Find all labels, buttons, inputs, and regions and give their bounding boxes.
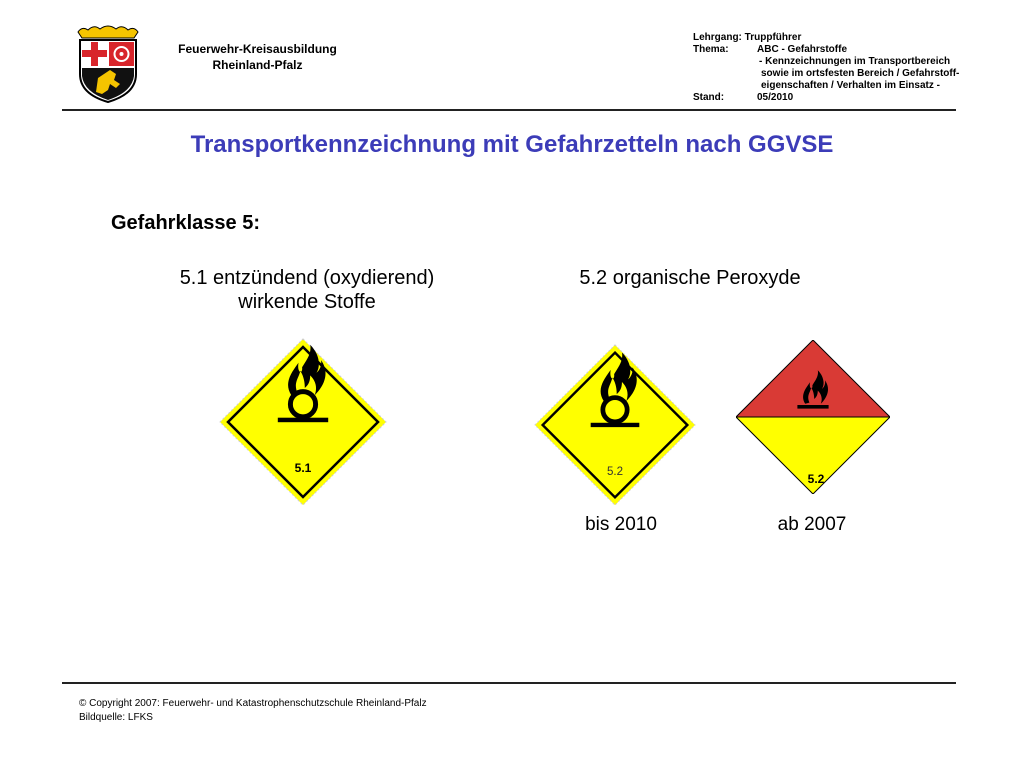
hazard-sign-5-2-old <box>533 343 697 507</box>
page-title: Transportkennzeichnung mit Gefahrzetteln nach GGVSE <box>190 131 834 158</box>
course-meta <box>693 32 1013 104</box>
class-5-1-heading <box>107 266 507 314</box>
label-number-5-1: 5.1 <box>294 461 312 475</box>
topic-detail-2: sowie im ortsfesten Bereich / Gefahrstoff- <box>761 68 960 79</box>
topic-detail-3: eigenschaften / Verhalten im Einsatz - <box>761 80 940 91</box>
status-label: Stand: <box>693 92 725 103</box>
status-value: 05/2010 <box>757 92 794 103</box>
section-heading: Gefahrklasse 5: <box>111 212 260 234</box>
course-label: Lehrgang: <box>693 32 742 43</box>
image-source-text: Bildquelle: LFKS <box>79 712 153 723</box>
footer <box>79 697 427 725</box>
topic-label: Thema: <box>693 44 729 55</box>
footer-divider <box>62 682 956 684</box>
hazard-sign-5-2-new <box>736 340 890 494</box>
class-5-1-line-1: 5.1 entzündend (oxydierend) <box>179 267 435 289</box>
course-value: Truppführer <box>744 32 802 43</box>
topic-detail-1: - Kennzeichnungen im Transportbereich <box>759 56 951 67</box>
organization-line-1: Feuerwehr-Kreisausbildung <box>178 42 337 56</box>
caption-new: ab 2007 <box>777 514 847 535</box>
caption-old: bis 2010 <box>585 514 657 535</box>
organization-name <box>130 41 385 73</box>
label-number-5-2-new: 5.2 <box>807 472 825 486</box>
copyright-text: © Copyright 2007: Feuerwehr- und Katastrophenschutzschule Rheinland-Pfalz <box>79 698 427 709</box>
organization-line-2: Rheinland-Pfalz <box>212 58 303 72</box>
class-5-2-heading: 5.2 organische Peroxyde <box>579 267 801 289</box>
topic-value: ABC - Gefahrstoffe <box>757 44 848 55</box>
hazard-sign-5-1 <box>218 337 388 507</box>
label-number-5-2-old: 5.2 <box>606 466 624 479</box>
class-5-1-line-2: wirkende Stoffe <box>238 291 376 313</box>
header-divider <box>62 109 956 111</box>
